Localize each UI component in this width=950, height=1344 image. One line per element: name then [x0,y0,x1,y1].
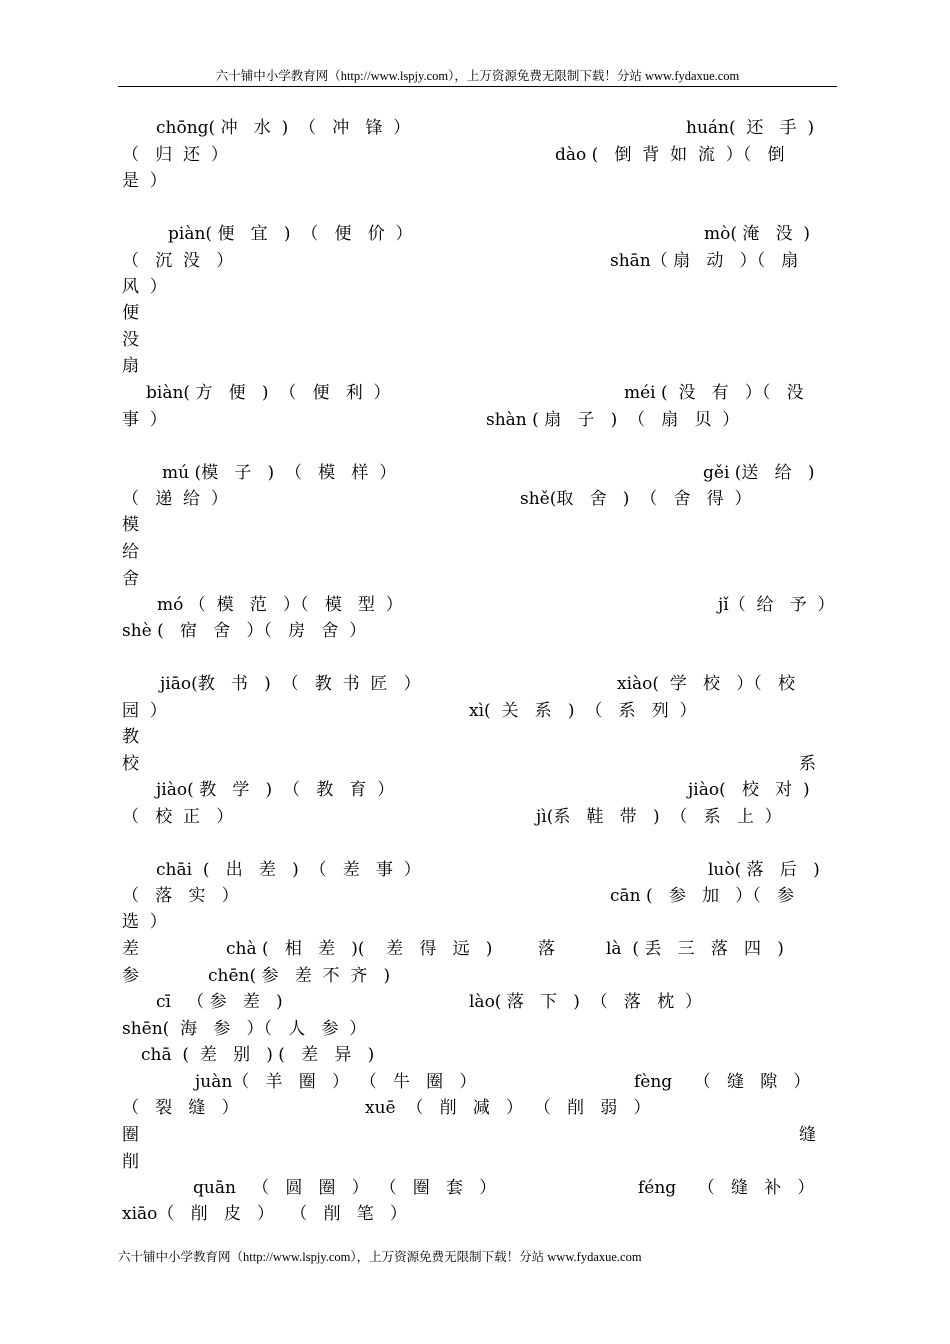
entry-ci: cī （ 参 差 ) [156,992,283,1012]
entry-ji-give: jǐ（ 给 予 ） [718,595,835,615]
char-label-quan: 圈 [122,1125,139,1145]
entry-mei-tail: 事 ） [122,410,167,430]
entry-luo: luò( 落 后 ) [708,860,820,880]
entry-jiao-4: jiào( 教 学 ) （ 教 育 ） [156,780,395,800]
char-label-feng: 缝 [799,1125,816,1145]
entry-mo-model: mó （ 模 范 ）（ 模 型 ） [157,595,403,615]
entry-can: cān ( 参 加 ）（ 参 [610,886,794,906]
entry-she-3: shě(取 舍 ) （ 舍 得 ） [520,489,752,509]
char-label-can: 参 [122,966,139,986]
char-label-shan: 扇 [122,356,139,376]
char-label-she: 舍 [122,569,139,589]
page-footer: 六十铺中小学教育网（http://www.lspjy.com），上万资源免费无限制下载！分站 www.fydaxue.com [118,1250,642,1264]
entry-mu: mú (模 子 ) （ 模 样 ） [162,463,397,483]
entry-dao-1: dào ( 倒 背 如 流 ）（ 倒 [555,145,785,165]
entry-luo-2: （ 落 实 ） [122,886,239,906]
entry-feng-4: fèng （ 缝 隙 ） [634,1072,811,1092]
char-label-xiao: 校 [122,754,139,774]
entry-lao: lào( 落 下 ) （ 落 枕 ） [469,992,702,1012]
entry-she-4: shè ( 宿 舍 ）（ 房 舍 ） [122,621,367,641]
entry-xiao-4: xiào( 学 校 ）（ 校 [617,674,795,694]
char-label-mo2: 模 [122,515,139,535]
page-header: 六十铺中小学教育网（http://www.lspjy.com），上万资源免费无限制下载！分站 www.fydaxue.com [118,66,837,87]
entry-mo-submerge: mò( 淹 没 ) [704,224,811,244]
entry-feng-4b: （ 裂 缝 ） [122,1098,239,1118]
entry-jiao-1: jiāo(教 书 ) （ 教 书 匠 ） [160,674,421,694]
char-label-bian: 便 [122,303,139,323]
entry-jiao-proof-2: （ 校 正 ） [122,807,234,827]
entry-xiao-1: xiāo（ 削 皮 ） （ 削 笔 ） [122,1204,407,1224]
entry-feng-2: féng （ 缝 补 ） [638,1178,815,1198]
entry-la: là ( 丢 三 落 四 ) [606,939,784,959]
char-label-gei: 给 [122,542,139,562]
entry-cha-4b: chā ( 差 别 ) ( 差 异 ) [141,1045,375,1065]
char-label-mo: 没 [122,330,139,350]
entry-dao-tail: 是 ） [122,171,167,191]
entry-can-tail: 选 ） [122,912,167,932]
entry-mo-2: （ 沉 没 ） [122,251,234,271]
entry-gei: gěi (送 给 ) [703,463,815,483]
entry-jiao-proof: jiào( 校 对 ) [688,780,810,800]
char-label-cha: 差 [122,939,139,959]
entry-mei: méi ( 没 有 ）（ 没 [624,383,804,403]
entry-bian: biàn( 方 便 ) （ 便 利 ） [146,383,391,403]
entry-chen: chēn( 参 差 不 齐 ) [208,966,391,986]
char-label-jiao: 教 [122,727,139,747]
entry-huan-1: huán( 还 手 ) [686,118,815,138]
entry-shan-tail: 风 ） [122,277,167,297]
char-label-luo: 落 [538,939,555,959]
entry-pian: piàn( 便 宜 ) （ 便 价 ） [168,224,413,244]
entry-shan-2: shàn ( 扇 子 ) （ 扇 贝 ） [486,410,740,430]
entry-cha-4: chà ( 相 差 )( 差 得 远 ) [226,939,493,959]
char-label-xi: 系 [799,754,816,774]
entry-juan: juàn（ 羊 圈 ） （ 牛 圈 ） [195,1072,477,1092]
entry-xue: xuē （ 削 减 ） （ 削 弱 ） [365,1098,651,1118]
entry-shan-1: shān（ 扇 动 ）（ 扇 [610,251,799,271]
entry-shen: shēn( 海 参 ）（ 人 参 ） [122,1019,367,1039]
entry-quan: quān （ 圆 圈 ） （ 圈 套 ） [193,1178,497,1198]
char-label-xue: 削 [122,1152,139,1172]
entry-xi: xì( 关 系 ) （ 系 列 ） [469,701,697,721]
entry-xiao-tail: 园 ） [122,701,167,721]
entry-gei-2: （ 递 给 ） [122,489,228,509]
entry-ji-tie: jì(系 鞋 带 ) （ 系 上 ） [536,807,782,827]
entry-chai: chāi ( 出 差 ) （ 差 事 ） [156,860,421,880]
entry-chong-2: （ 归 还 ） [122,145,228,165]
entry-chong-1: chōng( 冲 水 ) （ 冲 锋 ） [156,118,411,138]
